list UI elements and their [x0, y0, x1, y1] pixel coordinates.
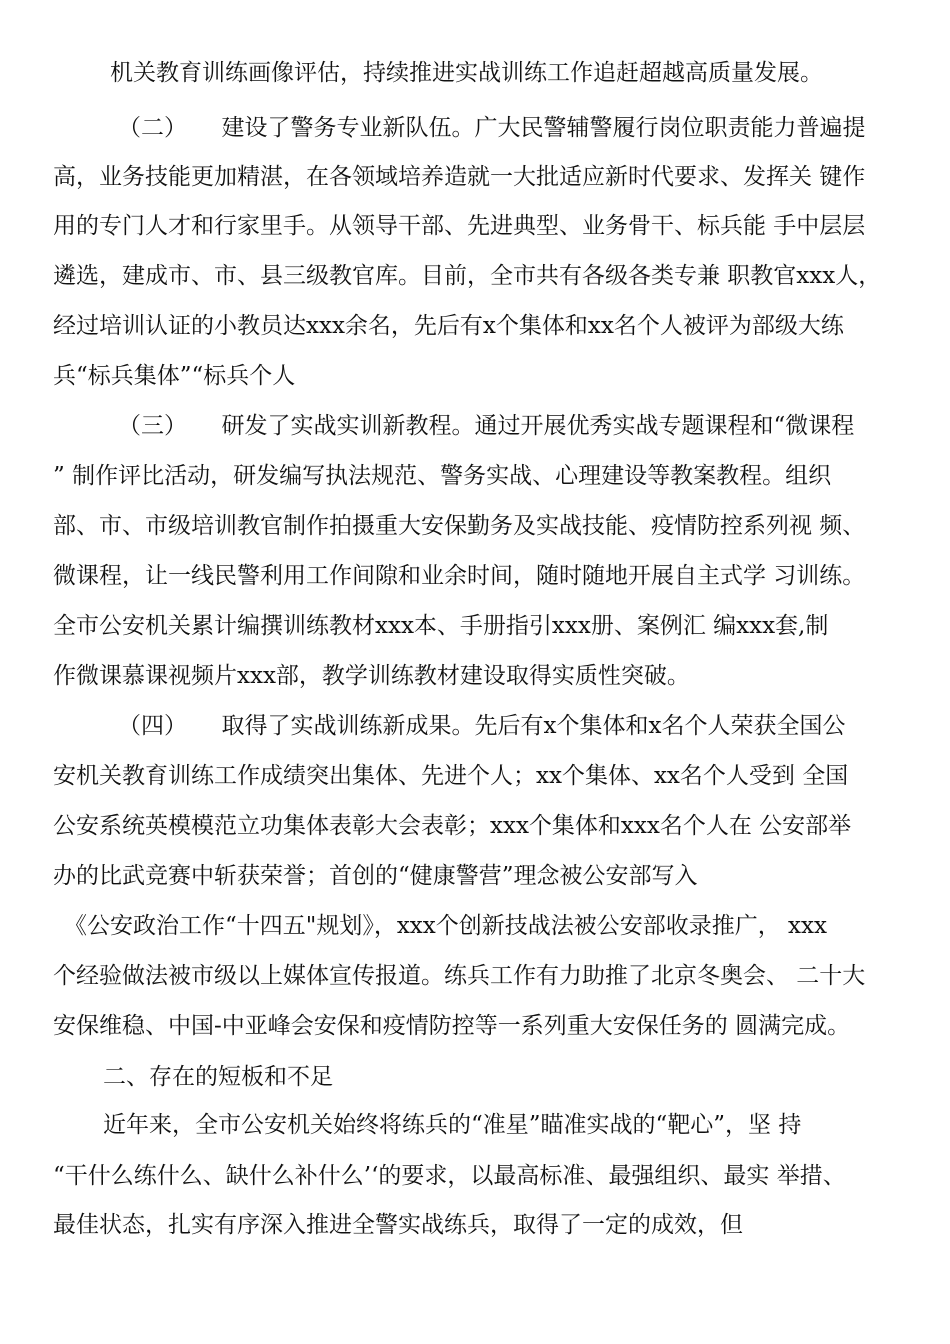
text-line: “干什么练什么、缺什么补什么’‘的要求，以最高标准、最强组织、最实 举措、 — [53, 1163, 846, 1189]
text-line: 近年来，全市公安机关始终将练兵的“准星”瞄准实战的“靶心”，坚 持 — [103, 1112, 802, 1138]
text-line: 个经验做法被市级以上媒体宣传报道。练兵工作有力助推了北京冬奥会、 二十大 — [53, 963, 866, 989]
section-heading: 二、存在的短板和不足 — [103, 1064, 333, 1090]
text-line: 兵“标兵集体”“标兵个人 — [53, 363, 296, 389]
text-line: 用的专门人才和行家里手。从领导干部、先进典型、业务骨干、标兵能 手中层层 — [53, 213, 866, 239]
text-line: 机关教育训练画像评估，持续推进实战训练工作追赶超越高质量发展。 — [110, 60, 823, 86]
text-line: 作微课慕课视频片xxx部，教学训练教材建设取得实质性突破。 — [53, 663, 690, 689]
text-line: 高，业务技能更加精湛，在各领域培养造就一大批适应新时代要求、发挥关 键作 — [53, 164, 866, 190]
text-line: 经过培训认证的小教员达xxx余名，先后有x个集体和xx名个人被评为部级大练 — [53, 313, 844, 339]
text-line: ” 制作评比活动，研发编写执法规范、警务实战、心理建设等教案教程。组织 — [53, 463, 832, 489]
text-line: 微课程，让一线民警利用工作间隙和业余时间，随时随地开展自主式学 习训练。 — [53, 563, 866, 589]
text-line: 《公安政治工作“十四五"规划》，xxx个创新技战法被公安部收录推广， xxx — [64, 913, 827, 939]
text-line: （四） 取得了实战训练新成果。先后有x个集体和x名个人荣获全国公 — [118, 713, 846, 739]
text-line: （三） 研发了实战实训新教程。通过开展优秀实战专题课程和“微课程 — [118, 413, 855, 439]
text-line: 办的比武竞赛中斩获荣誉；首创的“健康警营”理念被公安部写入 — [53, 863, 698, 889]
text-line: 安机关教育训练工作成绩突出集体、先进个人；xx个集体、xx名个人受到 全国 — [53, 763, 849, 789]
text-line: 最佳状态，扎实有序深入推进全警实战练兵，取得了一定的成效，但 — [53, 1212, 743, 1238]
text-line: 部、市、市级培训教官制作拍摄重大安保勤务及实战技能、疫情防控系列视 频、 — [53, 513, 866, 539]
text-line: 全市公安机关累计编撰训练教材xxx本、手册指引xxx册、案例汇 编xxx套,制 — [53, 613, 829, 639]
text-line: 遴选，建成市、市、县三级教官库。目前，全市共有各级各类专兼 职教官xxx人， — [53, 263, 882, 289]
text-line: 安保维稳、中国-中亚峰会安保和疫情防控等一系列重大安保任务的 圆满完成。 — [53, 1013, 851, 1039]
text-line: 公安系统英模模范立功集体表彰大会表彰；xxx个集体和xxx名个人在 公安部举 — [53, 813, 852, 839]
text-line: （二） 建设了警务专业新队伍。广大民警辅警履行岗位职责能力普遍提 — [118, 115, 866, 141]
